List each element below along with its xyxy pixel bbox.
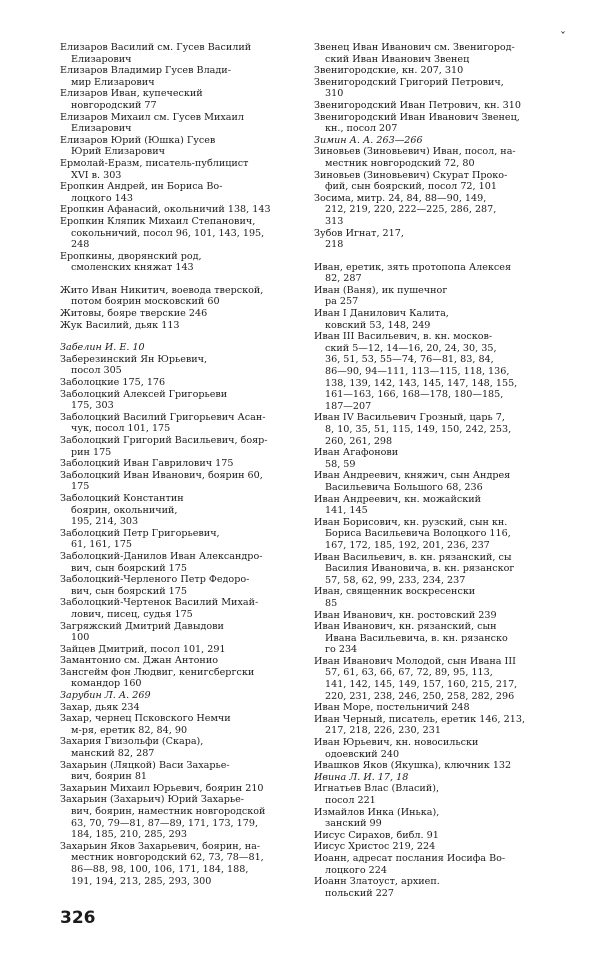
entry-continuation-line: посол 221 xyxy=(325,795,376,806)
entry-continuation-line: новгородский 77 xyxy=(71,99,157,111)
entry-heading-line: Заболоцкий-Чертенок Василий Михай- xyxy=(60,597,259,609)
entry-heading-line: Иван Иванович Молодой, сын Ивана III xyxy=(314,655,516,667)
entry-continuation-line: местник новгородский 72, 80 xyxy=(325,157,475,169)
entry-heading-line: Захар, чернец Псковского Немчи xyxy=(60,713,231,725)
index-entry xyxy=(60,783,308,795)
entry-heading-line: Заболоцкие 175, 176 xyxy=(60,377,166,389)
entry-heading-line: Иоанн Златоуст, архиеп. xyxy=(314,876,440,888)
entry-continuation-line: 8, 10, 35, 51, 115, 149, 150, 242, 253, xyxy=(325,424,512,435)
entry-continuation-line: 310 xyxy=(325,88,344,100)
index-entry xyxy=(60,736,308,759)
index-entry xyxy=(60,285,308,308)
entry-heading-line: Еропкин Кляпик Михаил Степанович, xyxy=(60,215,256,227)
entry-heading-line: Житовы, бояре тверские 246 xyxy=(60,308,208,320)
entry-continuation-line: 184, 185, 210, 285, 293 xyxy=(71,829,187,841)
index-entry xyxy=(60,458,308,470)
section-gap xyxy=(60,274,308,285)
index-entry xyxy=(314,112,562,135)
entry-heading-line: Иван (Ваня), ик пушечног xyxy=(314,284,448,296)
entry-heading-line: Зимин А. А. 263—266 xyxy=(314,134,423,146)
entry-heading-line: Зиновьев (Зиновьевич) Скурат Проко- xyxy=(314,169,508,181)
entry-continuation-line: польский 227 xyxy=(325,887,395,899)
index-entry xyxy=(314,470,562,493)
entry-continuation-line: 57, 61, 63, 66, 67, 72, 89, 95, 113, xyxy=(325,667,493,679)
index-entry xyxy=(60,65,308,88)
entry-heading-line: Еропкин Афанасий, окольничий 138, 143 xyxy=(60,204,271,216)
entry-continuation-line: манский 82, 287 xyxy=(71,748,155,760)
entry-heading-line: Звенигородский Иван Петрович, кн. 310 xyxy=(314,99,521,111)
entry-heading-line: Захар, дьяк 234 xyxy=(60,701,140,713)
entry-continuation-line: XVI в. 303 xyxy=(71,169,122,181)
entry-heading-line: Заболоцкий Петр Григорьевич, xyxy=(60,527,220,539)
entry-heading-line: Иван I Данилович Калита, xyxy=(314,308,449,320)
index-entry xyxy=(60,354,308,377)
entry-continuation-line: Елизарович xyxy=(71,53,132,65)
index-entry xyxy=(60,597,308,620)
index-entry xyxy=(314,783,562,806)
index-entry xyxy=(314,610,562,622)
entry-continuation-line: вич, боярин 81 xyxy=(71,771,148,783)
index-entry xyxy=(314,262,562,285)
index-entry xyxy=(314,135,562,147)
entry-continuation-line: ра 257 xyxy=(325,296,359,308)
entry-continuation-line: 217, 218, 226, 230, 231 xyxy=(325,725,441,737)
entry-continuation-line: 212, 219, 220, 222—225, 286, 287, xyxy=(325,204,497,216)
entry-heading-line: Забелин И. Е. 10 xyxy=(60,342,145,354)
entry-continuation-line: боярин, окольничий, xyxy=(71,504,178,516)
entry-continuation-line: 248 xyxy=(71,239,90,251)
entry-continuation-line: м-ря, еретик 82, 84, 90 xyxy=(71,724,188,736)
section-gap xyxy=(60,331,308,342)
index-entry xyxy=(60,655,308,667)
index-entry xyxy=(60,251,308,274)
entry-continuation-line: 58, 59 xyxy=(325,458,356,470)
entry-continuation-line: лович, писец, судья 175 xyxy=(71,608,193,620)
index-entry xyxy=(60,574,308,597)
entry-heading-line: Звенигородские, кн. 207, 310 xyxy=(314,65,464,77)
entry-continuation-line: 63, 70, 79—81, 87—89, 171, 173, 179, xyxy=(71,817,259,829)
entry-heading-line: Измайлов Инка (Инька), xyxy=(314,806,440,818)
index-entry xyxy=(60,412,308,435)
index-entry xyxy=(60,112,308,135)
entry-heading-line: Зайцев Дмитрий, посол 101, 291 xyxy=(60,643,226,655)
entry-heading-line: Замантонио см. Джан Антонио xyxy=(60,655,219,667)
entry-heading-line: Заболоцкий-Черленого Петр Федоро- xyxy=(60,574,250,586)
entry-heading-line: Звенигородский Иван Иванович Звенец, xyxy=(314,111,520,123)
index-entry xyxy=(314,737,562,760)
entry-heading-line: Заболоцкий Иван Гаврилович 175 xyxy=(60,458,234,470)
entry-heading-line: Иван, священник воскресенски xyxy=(314,586,476,598)
index-entry xyxy=(314,100,562,112)
index-entry xyxy=(314,193,562,228)
entry-heading-line: Иоанн, адресат послания Иосифа Во- xyxy=(314,852,506,864)
index-entry xyxy=(60,794,308,840)
entry-continuation-line: Васильевича Большого 68, 236 xyxy=(325,481,483,493)
entry-continuation-line: смоленских княжат 143 xyxy=(71,262,194,274)
entry-continuation-line: вич, сын боярский 175 xyxy=(71,562,187,574)
index-entry xyxy=(60,551,308,574)
entry-heading-line: Заберезинский Ян Юрьевич, xyxy=(60,353,208,365)
index-entry xyxy=(60,158,308,181)
entry-heading-line: Ермолай-Еразм, писатель-публицист xyxy=(60,157,249,169)
entry-heading-line: Захарьин Михаил Юрьевич, боярин 210 xyxy=(60,782,264,794)
entry-heading-line: Захария Гвизольфи (Скара), xyxy=(60,736,204,748)
entry-heading-line: Захарьин Яков Захарьевич, боярин, на- xyxy=(60,840,261,852)
entry-continuation-line: одоевский 240 xyxy=(325,748,400,760)
entry-continuation-line: 218 xyxy=(325,239,344,251)
index-entry xyxy=(60,621,308,644)
entry-continuation-line: кн., посол 207 xyxy=(325,123,398,135)
entry-heading-line: Иван Андреевич, кн. можайский xyxy=(314,493,482,505)
index-entry xyxy=(314,228,562,251)
index-entry xyxy=(314,841,562,853)
index-entry xyxy=(314,42,562,65)
entry-heading-line: Заболоцкий Василий Григорьевич Асан- xyxy=(60,411,266,423)
entry-continuation-line: командор 160 xyxy=(71,678,142,690)
entry-continuation-line: Ивана Васильевича, в. кн. рязанско xyxy=(325,632,508,644)
entry-heading-line: Ивашков Яков (Якушка), ключник 132 xyxy=(314,760,512,772)
index-entry xyxy=(60,88,308,111)
index-entry xyxy=(60,690,308,702)
entry-heading-line: Захарьин (Захарьич) Юрий Захарье- xyxy=(60,794,245,806)
entry-continuation-line: местник новгородский 62, 73, 78—81, xyxy=(71,852,264,864)
index-entry xyxy=(314,760,562,772)
entry-continuation-line: ский Иван Иванович Звенец xyxy=(325,53,470,65)
entry-continuation-line: 86—88, 98, 100, 106, 171, 184, 188, xyxy=(71,863,249,875)
entry-heading-line: Елизаров Владимир Гусев Влади- xyxy=(60,65,231,77)
entry-heading-line: Загряжский Дмитрий Давыдови xyxy=(60,620,224,632)
entry-heading-line: Иван, еретик, зять протопопа Алексея xyxy=(314,261,512,273)
index-entry xyxy=(60,216,308,251)
index-entry xyxy=(60,667,308,690)
entry-continuation-line: 100 xyxy=(71,632,90,644)
entry-continuation-line: 175 xyxy=(71,481,90,493)
entry-heading-line: Зансгейм фон Людвиг, кенигсбергски xyxy=(60,666,255,678)
entry-continuation-line: 86—90, 94—111, 113—115, 118, 136, xyxy=(325,366,510,378)
index-entry xyxy=(314,621,562,656)
entry-heading-line: Ивина Л. И. 17, 18 xyxy=(314,771,409,783)
entry-heading-line: Иисус Христос 219, 224 xyxy=(314,841,436,853)
index-entry xyxy=(60,342,308,354)
entry-continuation-line: Елизарович xyxy=(71,123,132,135)
index-entry xyxy=(60,42,308,65)
entry-heading-line: Иван Агафонови xyxy=(314,447,399,459)
entry-continuation-line: Юрий Елизарович xyxy=(71,146,165,158)
entry-continuation-line: 175, 303 xyxy=(71,400,114,412)
entry-continuation-line: 167, 172, 185, 192, 201, 236, 237 xyxy=(325,539,490,551)
index-entry xyxy=(60,470,308,493)
entry-heading-line: Зосима, митр. 24, 84, 88—90, 149, xyxy=(314,192,487,204)
entry-heading-line: Елизаров Юрий (Юшка) Гусев xyxy=(60,134,216,146)
entry-continuation-line: 82, 287 xyxy=(325,273,362,285)
entry-continuation-line: фий, сын боярский, посол 72, 101 xyxy=(325,181,497,193)
entry-heading-line: Иван Иванович, кн. рязанский, сын xyxy=(314,621,497,633)
index-entry xyxy=(314,714,562,737)
entry-heading-line: Иван Андреевич, княжич, сын Андрея xyxy=(314,470,511,482)
index-entry xyxy=(60,135,308,158)
index-entry xyxy=(60,493,308,528)
entry-heading-line: Елизаров Иван, купеческий xyxy=(60,88,203,100)
entry-continuation-line: 191, 194, 213, 285, 293, 300 xyxy=(71,875,212,887)
index-entry xyxy=(60,528,308,551)
entry-continuation-line: 220, 231, 238, 246, 250, 258, 282, 296 xyxy=(325,690,515,702)
entry-heading-line: Иван Васильевич, в. кн. рязанский, сы xyxy=(314,551,512,563)
index-entry xyxy=(60,181,308,204)
entry-continuation-line: ский 5—12, 14—16, 20, 24, 30, 35, xyxy=(325,342,497,354)
entry-heading-line: Жито Иван Никитич, воевода тверской, xyxy=(60,284,264,296)
entry-continuation-line: рин 175 xyxy=(71,446,112,458)
entry-heading-line: Елизаров Василий см. Гусев Василий xyxy=(60,42,252,53)
index-entry xyxy=(314,170,562,193)
entry-continuation-line: вич, сын боярский 175 xyxy=(71,585,187,597)
entry-heading-line: Заболоцкий Иван Иванович, боярин 60, xyxy=(60,469,263,481)
page-number: 326 xyxy=(60,908,96,928)
entry-heading-line: Жук Василий, дьяк 113 xyxy=(60,319,180,331)
entry-heading-line: Иван Черный, писатель, еретик 146, 213, xyxy=(314,713,525,725)
index-entry xyxy=(314,586,562,609)
entry-heading-line: Иисус Сирахов, библ. 91 xyxy=(314,829,439,841)
index-entry xyxy=(60,389,308,412)
entry-continuation-line: 260, 261, 298 xyxy=(325,435,393,447)
entry-continuation-line: вич, боярин, наместник новгородской xyxy=(71,806,266,817)
margin-check-mark: ˇ xyxy=(560,30,566,44)
index-entry xyxy=(60,204,308,216)
index-entry xyxy=(314,702,562,714)
index-entry xyxy=(314,308,562,331)
entry-continuation-line: 57, 58, 62, 99, 233, 234, 237 xyxy=(325,574,466,586)
index-entry xyxy=(314,772,562,784)
entry-heading-line: Иван Юрьевич, кн. новосильски xyxy=(314,737,479,749)
entry-heading-line: Звенигородский Григорий Петрович, xyxy=(314,76,504,88)
entry-heading-line: Елизаров Михаил см. Гусев Михаил xyxy=(60,111,244,123)
entry-heading-line: Иван IV Васильевич Грозный, царь 7, xyxy=(314,412,505,424)
section-gap xyxy=(314,251,562,262)
entry-heading-line: Иван Море, постельничий 248 xyxy=(314,702,470,714)
index-entry xyxy=(60,377,308,389)
entry-continuation-line: лоцкого 143 xyxy=(71,192,133,204)
index-entry xyxy=(314,412,562,447)
entry-continuation-line: 141, 145 xyxy=(325,505,368,517)
index-entry xyxy=(314,552,562,587)
entry-heading-line: Заболоцкий Григорий Васильевич, бояр- xyxy=(60,435,268,446)
entry-heading-line: Заболоцкий-Данилов Иван Александро- xyxy=(60,550,263,562)
index-entry xyxy=(314,876,562,899)
index-entry xyxy=(314,517,562,552)
entry-heading-line: Еропкины, дворянский род, xyxy=(60,250,202,262)
entry-heading-line: Иван III Васильевич, в. кн. москов- xyxy=(314,331,493,343)
entry-continuation-line: 313 xyxy=(325,215,344,227)
index-entry xyxy=(60,713,308,736)
entry-continuation-line: Бориса Васильевича Волоцкого 116, xyxy=(325,528,511,540)
entry-continuation-line: потом боярин московский 60 xyxy=(71,296,220,308)
index-entry xyxy=(60,308,308,320)
entry-heading-line: Зарубин Л. А. 269 xyxy=(60,690,151,702)
index-entry xyxy=(314,331,562,412)
index-entry xyxy=(60,841,308,887)
entry-continuation-line: 161—163, 166, 168—178, 180—185, xyxy=(325,389,504,401)
index-entry xyxy=(314,285,562,308)
index-entry xyxy=(314,146,562,169)
entry-continuation-line: 36, 51, 53, 55—74, 76—81, 83, 84, xyxy=(325,354,494,366)
index-entry xyxy=(60,320,308,332)
index-entry xyxy=(314,77,562,100)
entry-continuation-line: 138, 139, 142, 143, 145, 147, 148, 155, xyxy=(325,377,518,389)
index-entry xyxy=(314,853,562,876)
index-entry xyxy=(314,807,562,830)
index-entry xyxy=(314,494,562,517)
entry-continuation-line: лоцкого 224 xyxy=(325,864,387,876)
index-entry xyxy=(60,644,308,656)
right-column xyxy=(314,42,562,899)
entry-continuation-line: 141, 142, 145, 149, 157, 160, 215, 217, xyxy=(325,679,518,691)
entry-continuation-line: сокольничий, посол 96, 101, 143, 195, xyxy=(71,227,265,239)
index-entry xyxy=(314,447,562,470)
entry-continuation-line: занский 99 xyxy=(325,818,382,830)
entry-continuation-line: 85 xyxy=(325,597,338,609)
entry-continuation-line: мир Елизарович xyxy=(71,76,155,88)
entry-heading-line: Иван Борисович, кн. рузский, сын кн. xyxy=(314,516,508,528)
entry-continuation-line: 187—207 xyxy=(325,400,372,412)
index-entry xyxy=(60,702,308,714)
entry-heading-line: Зиновьев (Зиновьевич) Иван, посол, на- xyxy=(314,146,516,158)
entry-heading-line: Еропкин Андрей, ин Бориса Во- xyxy=(60,181,223,193)
entry-continuation-line: чук, посол 101, 175 xyxy=(71,423,171,435)
index-entry xyxy=(314,656,562,702)
entry-heading-line: Зубов Игнат, 217, xyxy=(314,227,404,239)
entry-continuation-line: ковский 53, 148, 249 xyxy=(325,319,431,331)
entry-continuation-line: Василия Ивановича, в. кн. рязанског xyxy=(325,563,515,575)
index-entry xyxy=(314,65,562,77)
entry-heading-line: Игнатьев Влас (Власий), xyxy=(314,783,440,795)
index-entry xyxy=(60,435,308,458)
entry-heading-line: Иван Иванович, кн. ростовский 239 xyxy=(314,609,497,621)
entry-heading-line: Захарьин (Ляцкой) Васи Захарье- xyxy=(60,759,230,771)
entry-heading-line: Звенец Иван Иванович см. Звенигород- xyxy=(314,42,515,53)
entry-continuation-line: го 234 xyxy=(325,644,358,656)
entry-heading-line: Заболоцкий Константин xyxy=(60,492,184,504)
entry-heading-line: Заболоцкий Алексей Григорьеви xyxy=(60,388,228,400)
entry-continuation-line: посол 305 xyxy=(71,365,122,377)
entry-continuation-line: 195, 214, 303 xyxy=(71,516,139,528)
left-column xyxy=(60,42,308,887)
index-entry xyxy=(314,830,562,842)
entry-continuation-line: 61, 161, 175 xyxy=(71,539,133,551)
index-entry xyxy=(60,760,308,783)
